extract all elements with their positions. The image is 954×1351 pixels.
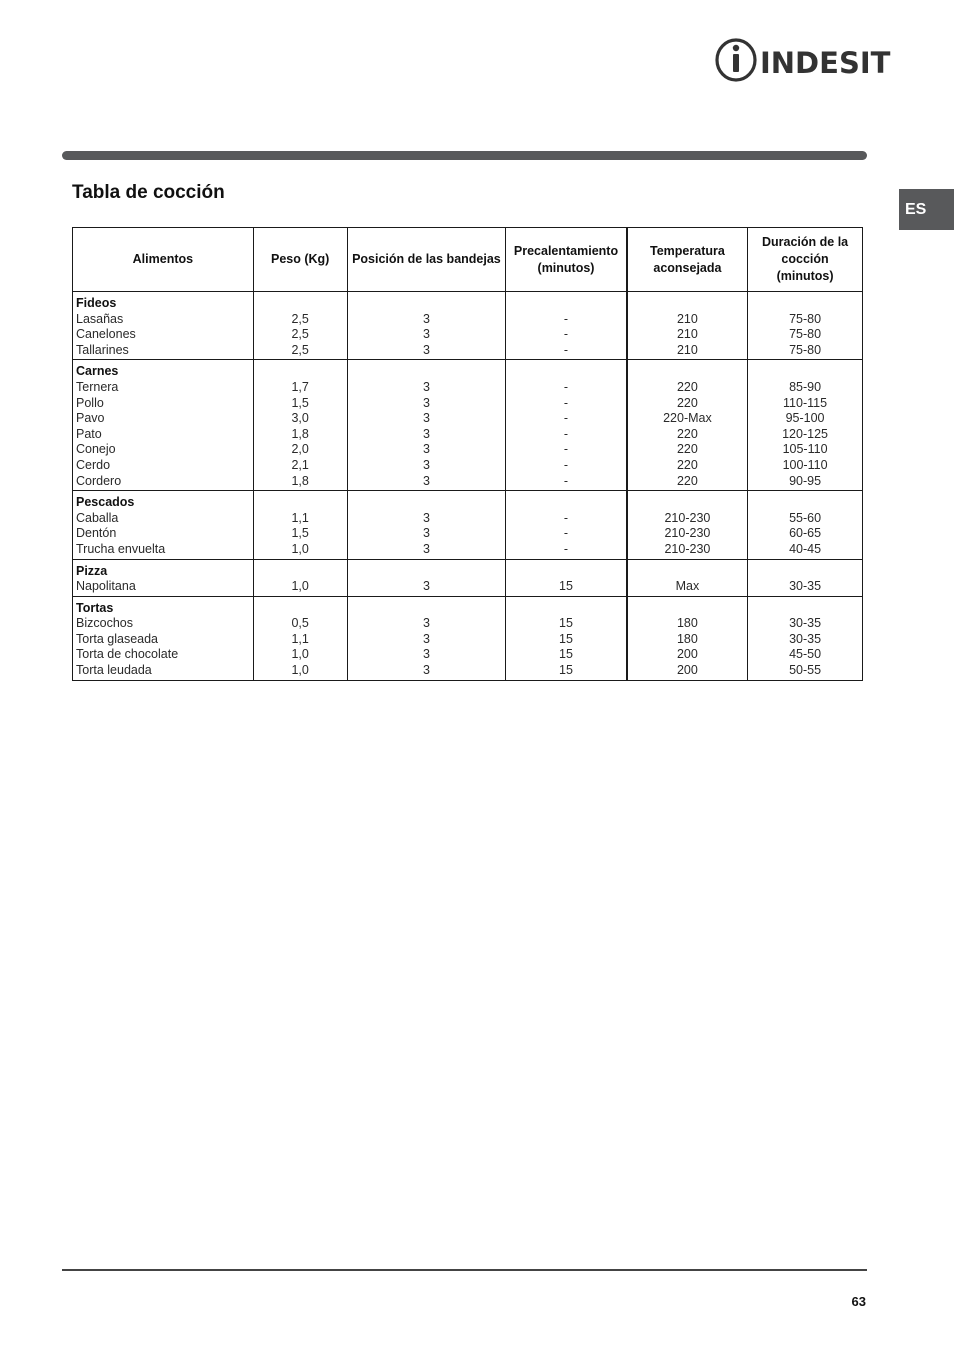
temperatura-value: 200 (676, 647, 698, 662)
posicion-value: 3 (422, 579, 430, 594)
posicion-value: 3 (422, 526, 430, 541)
food-name: Cordero (76, 473, 122, 488)
peso-value: 1,0 (291, 647, 309, 662)
temperatura-value: 210 (676, 311, 698, 326)
category-spacer (257, 495, 344, 511)
category-spacer (751, 564, 859, 580)
posicion-cell (347, 360, 506, 491)
precalentamiento-cell (506, 559, 627, 596)
cooking-table (72, 227, 863, 681)
precalentamiento-cell (506, 360, 627, 491)
temperatura-cell (627, 596, 748, 680)
precalentamiento-value: - (563, 411, 569, 426)
precalentamiento-cell (506, 491, 627, 559)
precalentamiento-value: - (563, 311, 569, 326)
posicion-cell (347, 491, 506, 559)
header-rule (62, 151, 867, 160)
category-spacer (351, 364, 503, 380)
temperatura-cell (627, 292, 748, 360)
temperatura-value: 210 (676, 327, 698, 342)
precalentamiento-cell (506, 596, 627, 680)
category-spacer (751, 495, 859, 511)
food-name: Dentón (76, 526, 117, 541)
precalentamiento-value: - (563, 457, 569, 472)
food-name: Caballa (76, 510, 119, 525)
category-spacer (509, 564, 622, 580)
duracion-value: 120-125 (782, 426, 828, 441)
precalentamiento-value: - (563, 327, 569, 342)
precalentamiento-value: - (563, 426, 569, 441)
temperatura-value: 180 (676, 631, 698, 646)
food-name: Bizcochos (76, 616, 133, 631)
duracion-value: 75-80 (789, 311, 822, 326)
peso-value: 1,8 (291, 426, 309, 441)
posicion-value: 3 (422, 541, 430, 556)
peso-cell (253, 596, 347, 680)
posicion-value: 3 (422, 631, 430, 646)
peso-value: 1,1 (291, 631, 309, 646)
peso-value: 0,5 (291, 616, 309, 631)
precalentamiento-value: - (563, 342, 569, 357)
category-spacer (751, 364, 859, 380)
precalentamiento-value: 15 (559, 647, 573, 662)
table-body (73, 292, 863, 681)
category-spacer (257, 601, 344, 617)
precalentamiento-cell (506, 292, 627, 360)
precalentamiento-value: 15 (559, 616, 573, 631)
table-row (73, 360, 863, 491)
temperatura-value: 220 (676, 379, 698, 394)
duracion-value: 45-50 (789, 647, 822, 662)
duracion-value: 50-55 (789, 663, 822, 678)
posicion-value: 3 (422, 327, 430, 342)
temperatura-value: Max (675, 579, 700, 594)
posicion-value: 3 (422, 510, 430, 525)
peso-value: 1,5 (291, 395, 309, 410)
temperatura-value: 210-230 (664, 541, 711, 556)
posicion-value: 3 (422, 647, 430, 662)
posicion-value: 3 (422, 457, 430, 472)
duracion-value: 30-35 (789, 631, 822, 646)
category-spacer (751, 296, 859, 312)
posicion-value: 3 (422, 411, 430, 426)
category-spacer (751, 601, 859, 617)
duracion-value: 75-80 (789, 342, 822, 357)
category-label: Carnes (76, 364, 119, 379)
food-name: Torta leudada (76, 663, 152, 678)
peso-cell (253, 292, 347, 360)
page-number: 63 (851, 1294, 866, 1309)
temperatura-value: 210-230 (664, 526, 711, 541)
peso-value: 1,7 (291, 379, 309, 394)
precalentamiento-value: - (563, 379, 569, 394)
category-spacer (631, 601, 744, 617)
category-spacer (509, 495, 622, 511)
temperatura-value: 220 (676, 442, 698, 457)
peso-cell (253, 559, 347, 596)
table-header-row (73, 228, 863, 292)
food-cell (73, 559, 254, 596)
duracion-value: 30-35 (789, 579, 822, 594)
header-precalentamiento: Precalentamiento (minutos) (506, 228, 627, 292)
header-alimentos: Alimentos (73, 228, 254, 292)
duracion-value: 30-35 (789, 616, 822, 631)
food-cell (73, 292, 254, 360)
posicion-value: 3 (422, 442, 430, 457)
precalentamiento-value: - (563, 395, 569, 410)
posicion-value: 3 (422, 379, 430, 394)
peso-value: 2,5 (291, 311, 309, 326)
category-spacer (631, 495, 744, 511)
precalentamiento-value: 15 (559, 663, 573, 678)
category-spacer (257, 296, 344, 312)
peso-value: 1,0 (291, 663, 309, 678)
posicion-cell (347, 596, 506, 680)
temperatura-value: 220 (676, 395, 698, 410)
category-spacer (351, 296, 503, 312)
food-name: Pato (76, 426, 102, 441)
brand-wordmark: INDESIT (760, 46, 891, 80)
peso-value: 1,0 (291, 541, 309, 556)
temperatura-value: 220 (676, 426, 698, 441)
header-duracion: Duración de la cocción (minutos) (748, 228, 863, 292)
temperatura-value: 220 (676, 457, 698, 472)
food-name: Torta glaseada (76, 631, 159, 646)
table-row (73, 559, 863, 596)
peso-cell (253, 360, 347, 491)
peso-value: 2,0 (291, 442, 309, 457)
duracion-value: 40-45 (789, 541, 822, 556)
category-spacer (351, 601, 503, 617)
peso-value: 2,5 (291, 327, 309, 342)
peso-value: 2,1 (291, 457, 309, 472)
food-name: Tallarines (76, 342, 129, 357)
food-name: Conejo (76, 442, 116, 457)
posicion-value: 3 (422, 473, 430, 488)
category-label: Tortas (76, 600, 114, 615)
category-spacer (509, 364, 622, 380)
peso-value: 1,8 (291, 473, 309, 488)
precalentamiento-value: 15 (559, 631, 573, 646)
temperatura-value: 180 (676, 616, 698, 631)
duracion-cell (748, 292, 863, 360)
table-row (73, 491, 863, 559)
peso-value: 1,1 (291, 510, 309, 525)
temperatura-value: 210 (676, 342, 698, 357)
food-cell (73, 596, 254, 680)
duracion-value: 60-65 (789, 526, 822, 541)
header-peso: Peso (Kg) (253, 228, 347, 292)
duracion-value: 85-90 (789, 379, 822, 394)
category-spacer (631, 364, 744, 380)
category-spacer (509, 601, 622, 617)
posicion-value: 3 (422, 616, 430, 631)
food-name: Torta de chocolate (76, 647, 179, 662)
posicion-value: 3 (422, 342, 430, 357)
posicion-value: 3 (422, 663, 430, 678)
duracion-value: 95-100 (785, 411, 825, 426)
duracion-cell (748, 596, 863, 680)
category-spacer (257, 564, 344, 580)
page-title: Tabla de cocción (72, 182, 225, 203)
food-cell (73, 360, 254, 491)
category-spacer (351, 564, 503, 580)
temperatura-cell (627, 491, 748, 559)
precalentamiento-value: - (563, 473, 569, 488)
category-spacer (257, 364, 344, 380)
header-posicion: Posición de las bandejas (347, 228, 506, 292)
food-name: Canelones (76, 327, 136, 342)
category-label: Pescados (76, 495, 135, 510)
temperatura-value: 220 (676, 473, 698, 488)
temperatura-cell (627, 360, 748, 491)
temperatura-value: 200 (676, 663, 698, 678)
temperatura-cell (627, 559, 748, 596)
food-name: Lasañas (76, 311, 124, 326)
duracion-cell (748, 491, 863, 559)
category-spacer (509, 296, 622, 312)
duracion-value: 105-110 (782, 442, 828, 457)
posicion-cell (347, 292, 506, 360)
peso-value: 1,0 (291, 579, 309, 594)
category-label: Pizza (76, 563, 108, 578)
food-cell (73, 491, 254, 559)
duracion-cell (748, 360, 863, 491)
precalentamiento-value: 15 (559, 579, 573, 594)
indesit-logo (714, 36, 891, 84)
duracion-value: 100-110 (782, 457, 828, 472)
food-name: Cerdo (76, 457, 111, 472)
peso-value: 1,5 (291, 526, 309, 541)
category-label: Fideos (76, 296, 117, 310)
category-spacer (351, 495, 503, 511)
precalentamiento-value: - (563, 510, 569, 525)
posicion-cell (347, 559, 506, 596)
duracion-value: 75-80 (789, 327, 822, 342)
table-row (73, 292, 863, 360)
precalentamiento-value: - (563, 541, 569, 556)
header-temperatura: Temperatura aconsejada (627, 228, 748, 292)
category-spacer (631, 564, 744, 580)
temperatura-value: 210-230 (664, 510, 711, 525)
food-name: Trucha envuelta (76, 541, 166, 556)
peso-value: 2,5 (291, 342, 309, 357)
category-spacer (631, 296, 744, 312)
food-name: Pollo (76, 395, 104, 410)
precalentamiento-value: - (563, 526, 569, 541)
food-name: Ternera (76, 379, 119, 394)
precalentamiento-value: - (563, 442, 569, 457)
temperatura-value: 220-Max (663, 411, 712, 426)
food-name: Napolitana (76, 579, 136, 594)
duracion-value: 110-115 (783, 395, 828, 410)
duracion-value: 90-95 (789, 473, 822, 488)
peso-cell (253, 491, 347, 559)
posicion-value: 3 (422, 311, 430, 326)
posicion-value: 3 (422, 426, 430, 441)
table-row (73, 596, 863, 680)
language-tab: ES (899, 189, 954, 230)
posicion-value: 3 (422, 395, 430, 410)
peso-value: 3,0 (291, 411, 309, 426)
footer-rule (62, 1269, 867, 1271)
duracion-value: 55-60 (789, 510, 822, 525)
duracion-cell (748, 559, 863, 596)
food-name: Pavo (76, 411, 105, 426)
